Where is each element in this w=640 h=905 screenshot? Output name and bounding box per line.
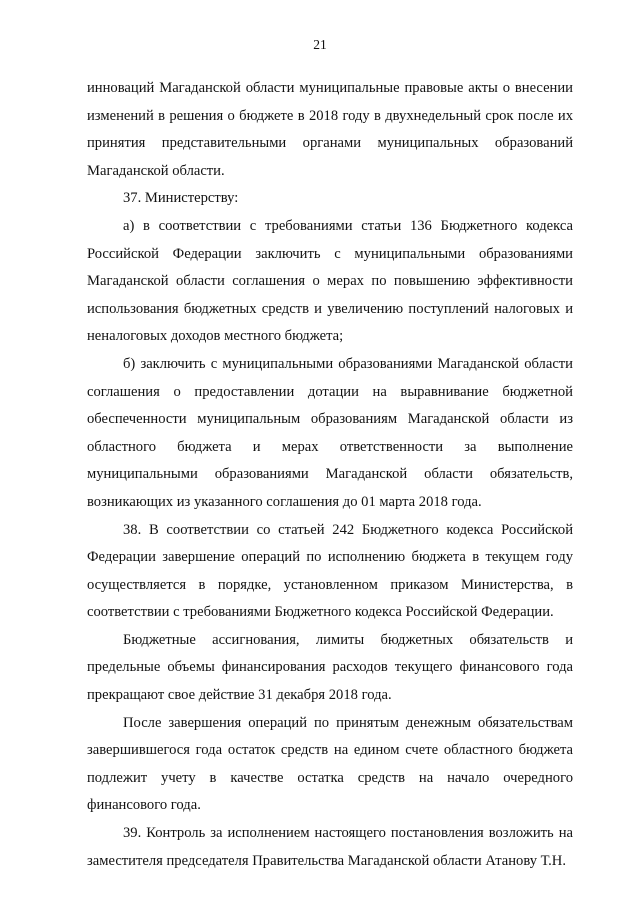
paragraph-budget-allocations: Бюджетные ассигнования, лимиты бюджетных обязательств и предельные объемы финансирования расходов текущего финансового года прекращают свое действие 31 декабря 2018 года. xyxy=(87,631,573,704)
document-body xyxy=(87,75,573,875)
page-number: 21 xyxy=(313,37,327,52)
paragraph-item-39: 39. Контроль за исполнением настоящего постановления возложить на заместителя председателя Правительства Магаданской области Атанову Т.Н. xyxy=(87,825,573,869)
paragraph-item-37a: а) в соответствии с требованиями статьи 136 Бюджетного кодекса Российской Федерации заключить с муниципальными образованиями Магаданской области соглашения о мерах по повышению эффективности использования бюджетных средств и увеличению поступлений налоговых и неналоговых доходов местного бюджета; xyxy=(87,217,573,345)
paragraph-item-37: 37. Министерству: xyxy=(123,190,239,207)
paragraph-item-38: 38. В соответствии со статьей 242 Бюджетного кодекса Российской Федерации завершение операций по исполнению бюджета в текущем году осуществляется в порядке, установленном приказом Министерства, в соответствии с требованиями Бюджетного кодекса Российской Федерации. xyxy=(87,521,573,621)
paragraph-remaining-funds: После завершения операций по принятым денежным обязательствам завершившегося года остаток средств на едином счете областного бюджета подлежит учету в качестве остатка средств на начало очередного финансового года. xyxy=(87,714,573,814)
paragraph-continuation: инноваций Магаданской области муниципальные правовые акты о внесении изменений в решения о бюджете в 2018 году в двухнедельный срок после их принятия представительными органами муниципальных образований Магаданской области. xyxy=(87,80,573,179)
paragraph-item-37b: б) заключить с муниципальными образованиями Магаданской области соглашения о предоставлении дотации на выравнивание бюджетной обеспеченности муниципальным образованиям Магаданской области из областного бюджета и мерах ответственности за выполнение муниципальными образованиями Магаданской области обязательств, возникающих из указанного соглашения до 01 марта 2018 года. xyxy=(87,355,573,510)
